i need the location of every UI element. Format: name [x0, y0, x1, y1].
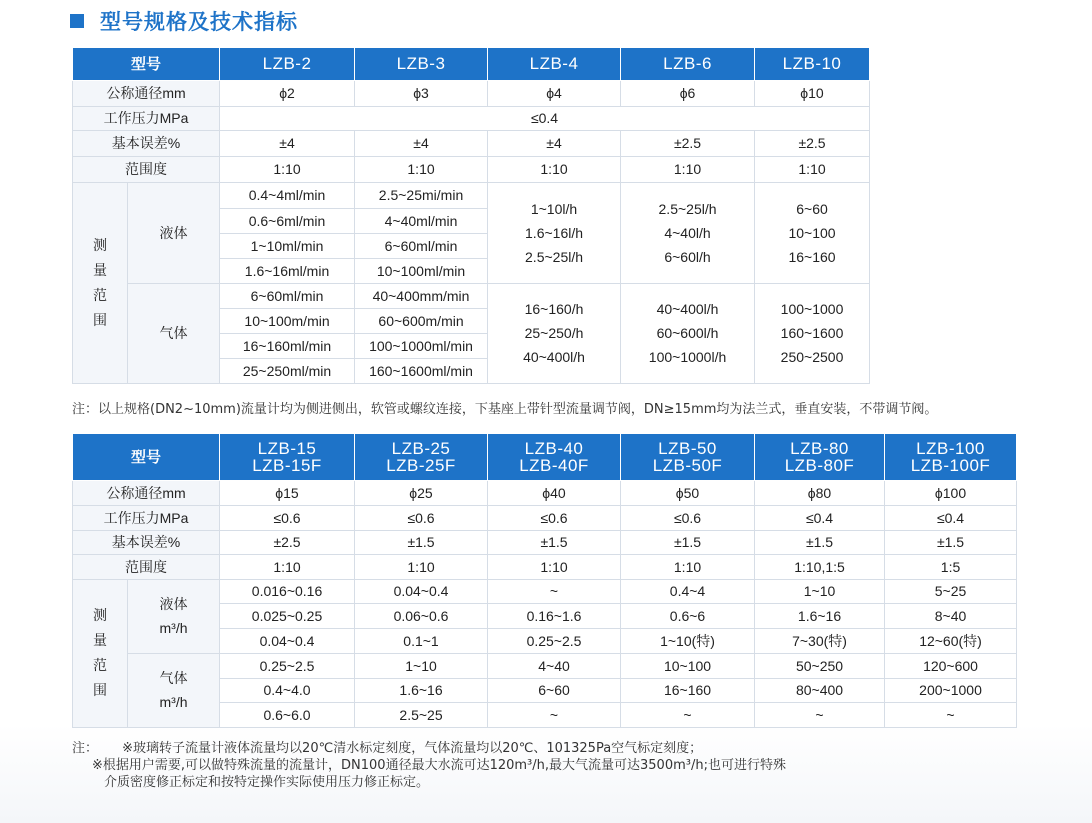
- table1-note: 注：以上规格(DN2~10mm)流量计均为侧进侧出，软管或螺纹连接，下基座上带针型流量调节阀，DN≥15mm均为法兰式，垂直安装，不带调节阀。: [72, 402, 938, 417]
- liquid-value: 0.04~0.4: [355, 579, 488, 603]
- model-name: [355, 434, 488, 480]
- measure-range-text: 测 量 范 围: [93, 607, 107, 698]
- pressure-label: 工作压力MPa: [73, 505, 220, 530]
- gas-value: 40~400mm/min: [355, 283, 488, 308]
- liquid-value: 5~25: [885, 579, 1017, 603]
- range-ratio-value: 1:10: [488, 554, 621, 579]
- page-title: 型号规格及技术指标: [100, 10, 298, 34]
- liquid-value: 0.6~6ml/min: [220, 208, 355, 233]
- liquid-value: 7~30(特): [755, 628, 885, 653]
- gas-row: [73, 653, 1017, 678]
- model-row: [73, 48, 870, 80]
- liquid-value: 12~60(特): [885, 628, 1017, 653]
- measure-range-text: 测 量 范 围: [93, 236, 107, 328]
- model-name: [621, 434, 755, 480]
- liquid-value-stack: [621, 182, 755, 283]
- stack-line: 60~600l/h: [656, 325, 719, 341]
- stack-line: LZB-50F: [652, 455, 723, 475]
- gas-value: 160~1600ml/min: [355, 358, 488, 383]
- stack-line: LZB-25F: [386, 455, 456, 475]
- stack-line: 250~2500: [780, 349, 844, 365]
- gas-value: ~: [755, 702, 885, 727]
- error-value: ±4: [488, 130, 621, 156]
- stack-line: 40~400l/h: [523, 349, 585, 365]
- stack-line: 1~10l/h: [530, 200, 578, 217]
- pressure-value: ≤0.6: [488, 505, 621, 530]
- diameter-value: ϕ10: [755, 80, 870, 106]
- liquid-value: 10~100ml/min: [355, 258, 488, 283]
- measure-range-label: [73, 182, 128, 383]
- error-value: ±2.5: [621, 130, 755, 156]
- liquid-value: 0.16~1.6: [488, 603, 621, 628]
- gas-value-stack: [621, 283, 755, 383]
- gas-unit: m³/h: [159, 694, 188, 710]
- error-row: [73, 130, 870, 156]
- gas-value: 0.25~2.5: [220, 653, 355, 678]
- liquid-value: 1~10(特): [621, 628, 755, 653]
- gas-value: 25~250ml/min: [220, 358, 355, 383]
- measure-range-label: [73, 579, 128, 727]
- range-ratio-value: 1:10: [220, 554, 355, 579]
- model-name: LZB-6: [621, 48, 755, 80]
- stack-line: LZB-15F: [252, 455, 322, 475]
- note-line: [72, 740, 786, 757]
- diameter-value: ϕ40: [488, 480, 621, 505]
- liquid-value: 0.016~0.16: [220, 579, 355, 603]
- pressure-value: ≤0.6: [355, 505, 488, 530]
- stack-line: 10~100: [788, 224, 836, 241]
- liquid-label: 液体: [128, 182, 220, 283]
- gas-value: 0.6~6.0: [220, 702, 355, 727]
- liquid-row: [73, 579, 1017, 603]
- liquid-value: 1.6~16: [755, 603, 885, 628]
- pressure-row: [73, 106, 870, 130]
- liquid-value: 0.4~4ml/min: [220, 182, 355, 208]
- gas-value: 6~60ml/min: [220, 283, 355, 308]
- liquid-row: [73, 182, 870, 208]
- diameter-value: ϕ4: [488, 80, 621, 106]
- error-value: ±2.5: [755, 130, 870, 156]
- range-ratio-value: 1:10: [355, 156, 488, 182]
- model-name: LZB-10: [755, 48, 870, 80]
- error-value: ±1.5: [488, 530, 621, 554]
- pressure-value: ≤0.4: [220, 106, 870, 130]
- gas-value: 4~40: [488, 653, 621, 678]
- pressure-value: ≤0.6: [220, 505, 355, 530]
- section-title: [70, 8, 298, 34]
- liquid-value: 0.06~0.6: [355, 603, 488, 628]
- liquid-value: 0.4~4: [621, 579, 755, 603]
- stack-line: LZB-100: [916, 438, 985, 458]
- note-line: ※根据用户需要,可以做特殊流量的流量计，DN100通径最大水流可达120m³/h,最大气流量可达3500m³/h;也可进行特殊: [92, 758, 786, 773]
- liquid-value: 8~40: [885, 603, 1017, 628]
- gas-value: 200~1000: [885, 678, 1017, 702]
- gas-label-text: 气体: [159, 670, 188, 686]
- liquid-value: 6~60ml/min: [355, 233, 488, 258]
- model-name: [885, 434, 1017, 480]
- pressure-value: ≤0.4: [755, 505, 885, 530]
- model-name: LZB-3: [355, 48, 488, 80]
- range-ratio-value: 1:10: [220, 156, 355, 182]
- range-ratio-row: [73, 554, 1017, 579]
- liquid-value: 0.025~0.25: [220, 603, 355, 628]
- stack-line: LZB-50: [658, 438, 717, 458]
- liquid-value: 0.25~2.5: [488, 628, 621, 653]
- gas-value: 1~10: [355, 653, 488, 678]
- range-ratio-row: [73, 156, 870, 182]
- gas-value-stack: [488, 283, 621, 383]
- liquid-unit: m³/h: [159, 620, 188, 636]
- gas-value: 120~600: [885, 653, 1017, 678]
- diameter-value: ϕ2: [220, 80, 355, 106]
- stack-line: 160~1600: [780, 325, 844, 341]
- range-ratio-value: 1:5: [885, 554, 1017, 579]
- liquid-label: [128, 579, 220, 653]
- liquid-value-stack: [488, 182, 621, 283]
- stack-line: 40~400l/h: [656, 301, 719, 317]
- spec-table-small: [72, 48, 870, 384]
- stack-line: 25~250/h: [524, 325, 584, 341]
- liquid-value: 1~10: [755, 579, 885, 603]
- gas-value: 100~1000ml/min: [355, 333, 488, 358]
- gas-label: 气体: [128, 283, 220, 383]
- error-value: ±1.5: [621, 530, 755, 554]
- liquid-value: 2.5~25mi/min: [355, 182, 488, 208]
- range-ratio-value: 1:10: [355, 554, 488, 579]
- liquid-value: 1~10ml/min: [220, 233, 355, 258]
- title-square-icon: [70, 14, 84, 28]
- gas-label: [128, 653, 220, 727]
- model-name: [755, 434, 885, 480]
- diameter-value: ϕ15: [220, 480, 355, 505]
- stack-line: 16~160: [788, 248, 836, 265]
- gas-value: 80~400: [755, 678, 885, 702]
- model-name: LZB-2: [220, 48, 355, 80]
- spec-table-large: [72, 434, 1017, 728]
- diameter-row: [73, 480, 1017, 505]
- liquid-value-stack: [755, 182, 870, 283]
- diameter-label: 公称通径mm: [73, 480, 220, 505]
- gas-row: [73, 283, 870, 308]
- diameter-row: [73, 80, 870, 106]
- gas-value: 10~100: [621, 653, 755, 678]
- model-label: 型号: [73, 48, 220, 80]
- stack-line: 2.5~25l/h: [658, 200, 717, 217]
- error-label: 基本误差%: [73, 530, 220, 554]
- stack-line: LZB-80F: [784, 455, 855, 475]
- gas-value: ~: [621, 702, 755, 727]
- error-value: ±1.5: [885, 530, 1017, 554]
- model-name: [220, 434, 355, 480]
- stack-line: 6~60l/h: [664, 248, 711, 265]
- gas-value: 60~600m/min: [355, 308, 488, 333]
- stack-line: 6~60: [796, 200, 828, 217]
- gas-value: 10~100m/min: [220, 308, 355, 333]
- gas-value: ~: [885, 702, 1017, 727]
- stack-line: 1.6~16l/h: [525, 224, 584, 241]
- diameter-label: 公称通径mm: [73, 80, 220, 106]
- gas-value: 0.4~4.0: [220, 678, 355, 702]
- gas-value: 1.6~16: [355, 678, 488, 702]
- table2-note: [72, 740, 786, 791]
- gas-value: 6~60: [488, 678, 621, 702]
- pressure-value: ≤0.4: [885, 505, 1017, 530]
- gas-value: 16~160ml/min: [220, 333, 355, 358]
- liquid-label-text: 液体: [159, 596, 188, 612]
- error-value: ±4: [220, 130, 355, 156]
- pressure-row: [73, 505, 1017, 530]
- error-value: ±2.5: [220, 530, 355, 554]
- error-label: 基本误差%: [73, 130, 220, 156]
- error-value: ±1.5: [355, 530, 488, 554]
- stack-line: 100~1000l/h: [648, 349, 727, 365]
- diameter-value: ϕ80: [755, 480, 885, 505]
- stack-line: 2.5~25l/h: [525, 248, 584, 265]
- liquid-value: 0.04~0.4: [220, 628, 355, 653]
- stack-line: 16~160/h: [524, 301, 584, 317]
- model-name: LZB-4: [488, 48, 621, 80]
- range-ratio-value: 1:10,1:5: [755, 554, 885, 579]
- stack-line: LZB-15: [257, 438, 317, 458]
- gas-value-stack: [755, 283, 870, 383]
- range-ratio-value: 1:10: [488, 156, 621, 182]
- liquid-value: 1.6~16ml/min: [220, 258, 355, 283]
- stack-line: LZB-80: [790, 438, 849, 458]
- range-ratio-label: 范围度: [73, 156, 220, 182]
- gas-value: 16~160: [621, 678, 755, 702]
- stack-line: LZB-100F: [910, 455, 991, 475]
- gas-value: ~: [488, 702, 621, 727]
- range-ratio-value: 1:10: [755, 156, 870, 182]
- note-prefix: 注：: [72, 741, 99, 756]
- liquid-value: 0.6~6: [621, 603, 755, 628]
- model-row: [73, 434, 1017, 480]
- range-ratio-value: 1:10: [621, 554, 755, 579]
- liquid-value: 0.1~1: [355, 628, 488, 653]
- stack-line: 4~40l/h: [664, 224, 711, 241]
- stack-line: LZB-25: [391, 438, 451, 458]
- diameter-value: ϕ50: [621, 480, 755, 505]
- stack-line: LZB-40F: [519, 455, 589, 475]
- pressure-label: 工作压力MPa: [73, 106, 220, 130]
- liquid-value: 4~40ml/min: [355, 208, 488, 233]
- stack-line: 100~1000: [780, 301, 844, 317]
- diameter-value: ϕ3: [355, 80, 488, 106]
- error-value: ±1.5: [755, 530, 885, 554]
- gas-value: 2.5~25: [355, 702, 488, 727]
- range-ratio-value: 1:10: [621, 156, 755, 182]
- liquid-value: ~: [488, 579, 621, 603]
- model-name: [488, 434, 621, 480]
- note-line: 介质密度修正标定和按特定操作实际使用压力修正标定。: [104, 775, 430, 790]
- model-label: 型号: [73, 434, 220, 480]
- gas-value: 50~250: [755, 653, 885, 678]
- diameter-value: ϕ100: [885, 480, 1017, 505]
- error-row: [73, 530, 1017, 554]
- pressure-value: ≤0.6: [621, 505, 755, 530]
- note-text: ※玻璃转子流量计液体流量均以20℃清水标定刻度，气体流量均以20℃、101325Pa空气标定刻度；: [122, 741, 703, 756]
- range-ratio-label: 范围度: [73, 554, 220, 579]
- stack-line: LZB-40: [524, 438, 584, 458]
- diameter-value: ϕ25: [355, 480, 488, 505]
- diameter-value: ϕ6: [621, 80, 755, 106]
- error-value: ±4: [355, 130, 488, 156]
